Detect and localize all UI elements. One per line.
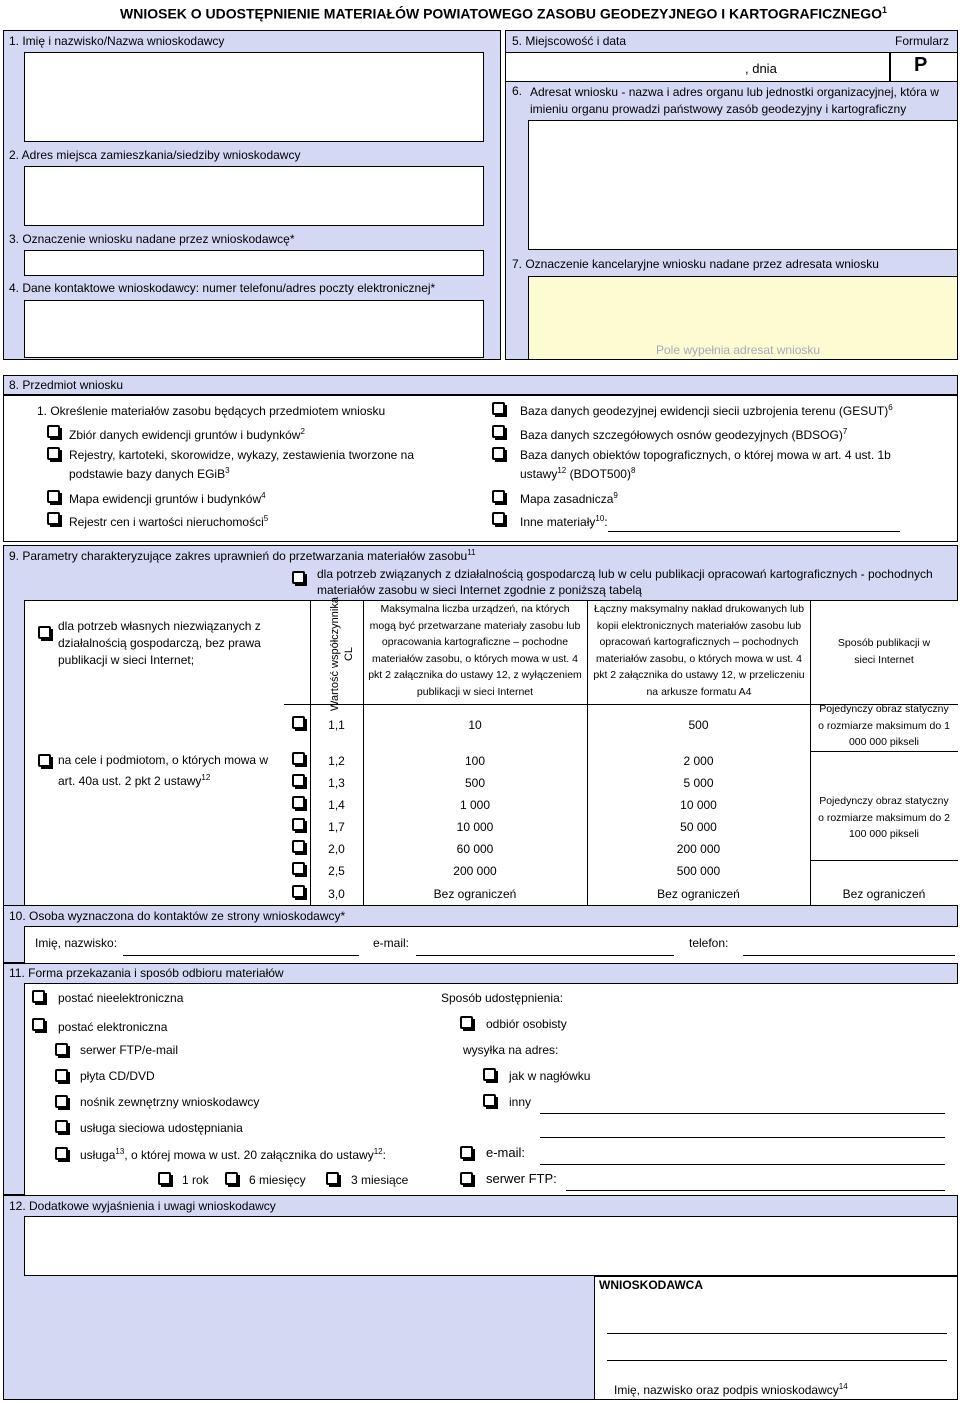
bdsog-label: Baza danych szczegółowych osnów geodezyjnych (BDSOG)$^7$ — [520, 427, 848, 442]
pub-option-1: Pojedynczy obraz statyczny o rozmiarze maksimum do 1 000 000 pikseli — [818, 703, 950, 748]
period-3-months-label: 3 miesiące — [351, 1173, 409, 1187]
devices-value: 500 — [464, 776, 486, 790]
cl-row-checkbox[interactable] — [292, 818, 305, 831]
formularz-label: Formularz — [895, 34, 950, 48]
cl-value: 1,3 — [328, 776, 345, 790]
commercial-use-checkbox[interactable] — [292, 571, 305, 584]
contact-name-line[interactable] — [123, 955, 359, 956]
base-map-checkbox[interactable] — [492, 490, 505, 503]
page-title: WNIOSEK O UDOSTĘPNIENIE MATERIAŁÓW POWIATOWEGO ZASOBU GEODEZYJNEGO I KARTOGRAFICZNEGO$^1$ — [120, 5, 888, 22]
section-10-label: 10. Osoba wyznaczona do kontaktów ze strony wnioskodawcy* — [9, 909, 346, 923]
section-7-label: 7. Oznaczenie kancelaryjne wniosku nadane przez adresata wniosku — [512, 257, 879, 271]
cd-dvd-checkbox[interactable] — [55, 1069, 68, 1082]
section-6-number: 6. — [512, 84, 523, 98]
electronic-checkbox[interactable] — [32, 1018, 45, 1031]
devices-value: 1 000 — [459, 798, 491, 812]
section-8-label: 8. Przedmiot wniosku — [9, 378, 124, 392]
period-3-months-checkbox[interactable] — [326, 1172, 339, 1185]
signature-caption: Imię, nazwisko oraz podpis wnioskodawcy$^{14}$ — [614, 1382, 848, 1397]
col-print-header: Łączny maksymalny nakład drukowanych lub kopii elektronicznych materiałów zasobu lub opracowań kartograficznych – pochodnych materiałów zasobu, o których mowa w ust. 4 pkt 2 załącznika do ustawy 12, w przeliczeniu na arkusze formatu A4 — [593, 603, 805, 698]
period-1-year-checkbox[interactable] — [158, 1172, 171, 1185]
print-value: 500 — [688, 718, 709, 732]
devices-value: 200 000 — [453, 864, 497, 878]
signature-title: WNIOSKODAWCA — [599, 1278, 703, 1292]
egib-registers-label-2: podstawie bazy danych EGiB$^3$ — [69, 466, 230, 481]
applicant-contact-field[interactable] — [24, 300, 484, 358]
art40a-label: na cele i podmiotom, o których mowa w art. 40a ust. 2 pkt 2 ustawy$^{12}$ — [58, 753, 269, 788]
ftp-email-label: serwer FTP/e-mail — [80, 1043, 179, 1057]
devices-value: 10 — [468, 718, 482, 732]
period-6-months-checkbox[interactable] — [225, 1172, 238, 1185]
service-label: usługa$^{13}$, o której mowa w ust. 20 załącznika do ustawy$^{12}$: — [80, 1147, 386, 1162]
pub-option-2: Pojedynczy obraz statyczny o rozmiarze maksimum do 2 100 000 pikseli — [818, 795, 950, 840]
egib-map-label: Mapa ewidencji gruntów i budynków$^4$ — [69, 491, 266, 506]
period-6-months-label: 6 miesięcy — [249, 1173, 306, 1187]
place-date-field[interactable] — [505, 52, 890, 82]
email-delivery-checkbox[interactable] — [460, 1146, 473, 1159]
service-checkbox[interactable] — [55, 1147, 68, 1160]
period-1-year-label: 1 rok — [182, 1173, 209, 1187]
col-pub-header: Sposób publikacji w sieci Internet — [837, 637, 931, 666]
contact-name-label: Imię, nazwisko: — [35, 936, 118, 950]
cl-value: 1,7 — [328, 820, 345, 834]
pickup-checkbox[interactable] — [460, 1016, 473, 1029]
devices-value: 60 000 — [456, 842, 494, 856]
base-map-label: Mapa zasadnicza$^9$ — [520, 491, 618, 506]
section-9-label: 9. Parametry charakteryzujące zakres uprawnień do przetwarzania materiałów zasobu$^{11}$ — [9, 548, 476, 563]
print-value: 500 000 — [676, 864, 721, 878]
cl-row-checkbox[interactable] — [292, 840, 305, 853]
cl-value: 3,0 — [328, 887, 345, 901]
cl-row-checkbox[interactable] — [292, 752, 305, 765]
print-value: 2 000 — [683, 754, 714, 768]
pickup-label: odbiór osobisty — [486, 1017, 567, 1031]
section-11-label: 11. Forma przekazania i sposób odbioru materiałów — [9, 966, 284, 980]
print-value: 5 000 — [683, 776, 714, 790]
pub-option-3: Bez ograniczeń — [842, 887, 926, 901]
other-materials-checkbox[interactable] — [492, 512, 505, 525]
section-4-label: 4. Dane kontaktowe wnioskodawcy: numer telefonu/adres poczty elektronicznej* — [9, 281, 436, 295]
cl-row-checkbox[interactable] — [292, 796, 305, 809]
section-5-label: 5. Miejscowość i data — [512, 34, 627, 48]
own-use-checkbox[interactable] — [38, 626, 51, 639]
print-value: 50 000 — [680, 820, 717, 834]
print-value: 200 000 — [676, 842, 721, 856]
contact-email-label: e-mail: — [373, 936, 410, 950]
contact-person-row — [24, 926, 958, 963]
subject-header — [3, 375, 958, 395]
sharing-method-label: Sposób udostępnienia: — [441, 991, 564, 1005]
email-delivery-line[interactable] — [540, 1164, 945, 1165]
egib-dataset-checkbox[interactable] — [47, 425, 60, 438]
contact-phone-label: telefon: — [689, 936, 729, 950]
section-2-label: 2. Adres miejsca zamieszkania/siedziby wnioskodawcy — [9, 148, 301, 162]
applicant-name-field[interactable] — [24, 52, 484, 142]
section-12-label: 12. Dodatkowe wyjaśnienia i uwagi wnioskodawcy — [9, 1199, 276, 1213]
price-register-label: Rejestr cen i wartości nieruchomości$^5$ — [69, 514, 269, 529]
cl-row-checkbox[interactable] — [292, 716, 305, 729]
devices-value: 100 — [464, 754, 486, 768]
cl-value: 2,5 — [328, 864, 345, 878]
as-header-label: jak w nagłówku — [509, 1069, 591, 1083]
other-materials-label: Inne materiały$^{10}$: — [520, 514, 608, 529]
egib-registers-label: Rejestry, kartoteki, skorowidze, wykazy, zestawienia tworzone na — [69, 448, 415, 462]
form-letter: P — [914, 54, 928, 76]
applicant-address-field[interactable] — [24, 166, 484, 226]
email-delivery-label: e-mail: — [486, 1145, 526, 1160]
nonelectronic-label: postać nieelektroniczna — [58, 991, 184, 1005]
bdot500-label-2: ustawy$^{12}$ (BDOT500)$^8$ — [520, 466, 636, 481]
external-drive-label: nośnik zewnętrzny wnioskodawcy — [80, 1095, 260, 1109]
cl-value: 2,0 — [328, 842, 345, 856]
gesut-label: Baza danych geodezyjnej ewidencji siecii uzbrojenia terenu (GESUT)$^6$ — [520, 403, 893, 418]
shipping-label: wysyłka na adres: — [463, 1043, 559, 1057]
egib-dataset-label: Zbiór danych ewidencji gruntów i budynków$^2$ — [69, 427, 305, 442]
bdot500-checkbox[interactable] — [492, 447, 505, 460]
art40a-checkbox[interactable] — [38, 754, 51, 767]
other-address-checkbox[interactable] — [483, 1094, 496, 1107]
gesut-checkbox[interactable] — [492, 402, 505, 415]
office-reference-placeholder: Pole wypełnia adresat wniosku — [656, 343, 821, 357]
price-register-checkbox[interactable] — [47, 512, 60, 525]
other-address-line-1[interactable] — [540, 1113, 945, 1114]
signature-line-1[interactable] — [607, 1333, 947, 1334]
cl-value: 1,1 — [328, 718, 345, 732]
commercial-use-label: dla potrzeb związanych z działalnością gospodarczą lub w celu publikacji opracowań kartograficznych - pochodnych materiałów zasobu w sieci Internet zgodnie z poniższą tabelą — [317, 567, 933, 597]
applicant-reference-field[interactable] — [24, 250, 484, 276]
external-drive-checkbox[interactable] — [55, 1095, 68, 1108]
contact-phone-line[interactable] — [743, 955, 955, 956]
other-address-label: inny — [509, 1095, 532, 1109]
network-service-checkbox[interactable] — [55, 1120, 68, 1133]
signature-line-2[interactable] — [607, 1360, 947, 1361]
col-cl-header: Wartość współczynnika CL — [329, 597, 355, 711]
subject-item-1: 1. Określenie materiałów zasobu będących przedmiotem wniosku — [37, 404, 386, 418]
bdot500-label: Baza danych obiektów topograficznych, o której mowa w art. 4 ust. 1b — [520, 448, 891, 462]
ftp-delivery-checkbox[interactable] — [460, 1172, 473, 1185]
contact-email-line[interactable] — [416, 955, 674, 956]
as-header-checkbox[interactable] — [483, 1068, 496, 1081]
egib-map-checkbox[interactable] — [47, 490, 60, 503]
ftp-delivery-line[interactable] — [566, 1190, 945, 1191]
own-use-label: dla potrzeb własnych niezwiązanych z działalnością gospodarczą, bez prawa publikacji w sieci Internet; — [58, 619, 261, 667]
ftp-email-checkbox[interactable] — [55, 1043, 68, 1056]
print-value: 10 000 — [680, 798, 717, 812]
dnia-label: , dnia — [745, 61, 777, 76]
cl-value: 1,4 — [328, 798, 345, 812]
cl-row-checkbox[interactable] — [292, 774, 305, 787]
print-value: Bez ograniczeń — [657, 887, 740, 901]
network-service-label: usługa sieciowa udostępniania — [80, 1121, 243, 1135]
section-6-label: Adresat wniosku - nazwa i adres organu lub jednostki organizacyjnej, która w imieniu organu prowadzi państwowy zasób geodezyjny i kartograficzny — [530, 85, 939, 116]
devices-value: Bez ograniczeń — [433, 887, 517, 901]
cd-dvd-label: płyta CD/DVD — [80, 1069, 155, 1083]
nonelectronic-checkbox[interactable] — [32, 990, 45, 1003]
other-materials-line[interactable] — [608, 531, 900, 532]
electronic-label: postać elektroniczna — [58, 1020, 168, 1034]
cl-value: 1,2 — [328, 754, 345, 768]
ftp-delivery-label: serwer FTP: — [486, 1171, 557, 1186]
cl-row-checkbox[interactable] — [292, 885, 305, 898]
bdsog-checkbox[interactable] — [492, 425, 505, 438]
section-1-label: 1. Imię i nazwisko/Nazwa wnioskodawcy — [9, 34, 225, 48]
addressee-field[interactable] — [528, 120, 958, 250]
col-devices-header: Maksymalna liczba urządzeń, na których mogą być przetwarzane materiały zasobu lub opracowania kartograficzne – pochodne materiałów zasobu, o których mowa w ust. 4 pkt 2 załącznika do ustawy 12, z wyłączeniem publikacji w sieci Internet — [368, 603, 582, 698]
remarks-field[interactable] — [24, 1216, 958, 1276]
other-address-line-2[interactable] — [540, 1137, 945, 1138]
cl-row-checkbox[interactable] — [292, 862, 305, 875]
devices-value: 10 000 — [456, 820, 494, 834]
egib-registers-checkbox[interactable] — [47, 447, 60, 460]
section-3-label: 3. Oznaczenie wniosku nadane przez wnioskodawcę* — [9, 232, 295, 246]
